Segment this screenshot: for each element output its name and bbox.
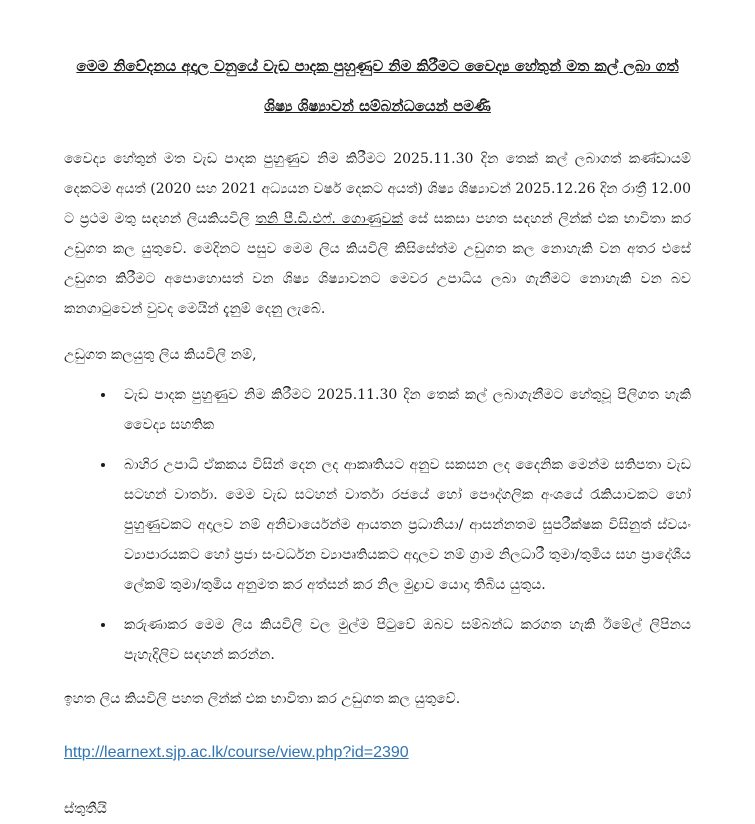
single-pdf-underlined-phrase: තනි පී.ඩී.එෆ්. ගොණුවක් (255, 211, 403, 227)
signoff-thanks: ස්තුතීයි (64, 801, 107, 817)
upload-instruction: ඉහත ලිය කියවිලි පහත ලින්ක් එක භාවිතා කර උඩුගත කල යුතුවේ. (64, 691, 461, 707)
link-row (64, 738, 691, 768)
intro-paragraph-part1: වෛද්‍ය හේතුන් මත වැඩ පාදක පුහුණුව නිම කිරීමට 2025.11.30 දින තෙක් කල් ලබාගත් කණ්ඩායම් දෙකටම අයත් (2020 සහ 2021 අධ්‍යයන වර්ෂ දෙකට අයත්) ශිෂ්‍ය ශිෂ්‍යාවන් 2025.12.26 දින රාත්‍රී 12.00 ට ප්‍රථම මතු සඳහන් ලියකියවිලි (64, 151, 691, 227)
notice-title: මෙම නිවේදනය අදාල වනුයේ වැඩ පාදක පුහුණුව නිම කිරීමට වෛද්‍ය හේතුන් මත කල් ලබා ගත් ශිෂ්‍ය ශිෂ්‍යාවන් සම්බන්ධයෙන් පමණි (76, 57, 679, 115)
list-item-medical-certificates: • වැඩ පාදක පුහුණුව නිම කිරීමට 2025.11.30 දින තෙක් කල් ලබාගැනීමට හේතුවූ පිලිගත හැකි වෛද්‍ය සහතික (116, 380, 691, 440)
documents-list-intro: උඩුගත කලයුතු ලිය කියවිලි නම්, (64, 347, 257, 363)
list-item-work-records: • බාහිර උපාධි ඒකකය විසින් දෙන ලද ආකෘතියට අනුව සකසන ලද දෛනික මෙන්ම සතිපතා වැඩ සටහන් වාර්තා. මෙම වැඩ සටහන් වාර්තා රජයේ හෝ පෞද්ගලික අංශයේ රැකියාවකට හෝ පුහුණුවකට අදාලව නම් අනිවාර්යෙන්ම ආයතන ප්‍රධානියා/ ආසන්නතම සුපරීක්ෂක විසිනුත් ස්වයං ව්‍යාපාරයකට හෝ ප්‍රජා සංවර්ධන ව්‍යාපෘතියකට අදාලව නම් ග්‍රාම නිලධාරී තුමා/තුමිය සහ ප්‍රාදේශීය ලේකම් තුමා/තුමිය අනුමත කර අත්සන් කර නිල මුද්‍රාව යොදා තිබිය යුතුය. (116, 450, 691, 600)
intro-paragraph-part2: සේ සකසා පහත සඳහන් ලින්ක් එක භාවිතා කර උඩුගත කල යුතුවේ. මෙදිනට පසුව මෙම ලිය කියවිලි කිසිසේත්ම උඩුගත කල නොහැකි වන අතර එසේ උඩුගත කිරීමට අපොහොසත් වන ශිෂ්‍ය ශිෂ්‍යාවනට මෙවර උපාධිය ලබා ගැනීමට නොහැකි වන බව කනගාටුවෙන් වුවද මෙයින් දැනුම් දෙනු ලැබේ. (64, 211, 692, 317)
list-item-email-address: • කරුණාකර මෙම ලිය කියවිලි වල මුල්ම පිටුවේ ඔබව සම්බන්ධ කරගත හැකි ඊමේල් ලිපිනය පැහැදිලිව සඳහන් කරන්න. (116, 610, 691, 670)
course-link[interactable]: http://learnext.sjp.ac.lk/course/view.php?id=2390 (64, 744, 409, 761)
intro-paragraph (64, 144, 691, 324)
documents-list (64, 380, 691, 670)
